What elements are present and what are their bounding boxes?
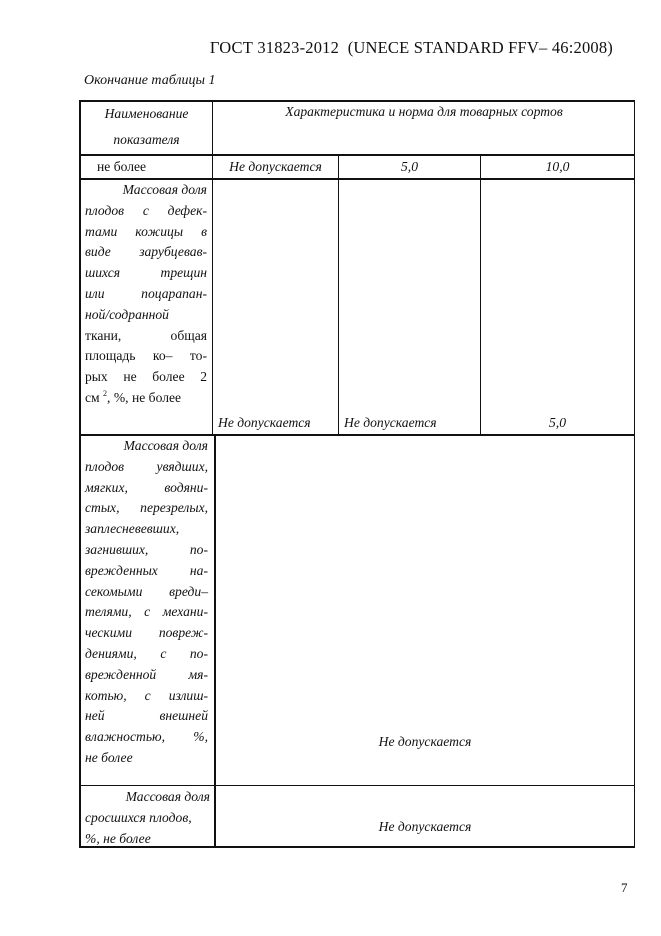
row3-label	[85, 436, 208, 769]
international-reference: (UNECE STANDARD FFV– 46:2008)	[347, 38, 613, 57]
head-characteristic: Характеристика и норма для товарных сортов	[285, 104, 563, 119]
head-indicator-line: Наименование	[104, 106, 189, 121]
col2-divider	[338, 155, 339, 435]
label-line: Массовая доля	[122, 182, 207, 197]
label-line: тами кожицы в	[85, 223, 207, 239]
label-line: заплесневевших,	[85, 521, 180, 537]
table-caption: Окончание таблицы 1	[84, 73, 216, 88]
label-line: влажностью, %,	[85, 729, 208, 745]
row3-value: Не допускается	[378, 734, 472, 749]
label-line: плодов с дефек-	[85, 202, 207, 218]
label-line: телями, с механи-	[85, 604, 208, 620]
label-line: мягких, водяни-	[85, 479, 208, 495]
label-line: %, не более	[85, 830, 151, 846]
label-line: врежденных на-	[85, 562, 208, 578]
label-line: виде зарубцевав-	[85, 244, 207, 260]
standard-number: ГОСТ 31823-2012	[209, 38, 340, 57]
unit-exponent: 2	[103, 388, 108, 398]
label-line: ткани, общая	[85, 327, 207, 343]
head-indicator	[82, 101, 211, 153]
label-line: или поцарапан-	[85, 285, 207, 301]
row4-value: Не допускается	[378, 819, 472, 834]
table-right-border	[634, 100, 635, 848]
label-line: не более	[85, 749, 133, 765]
label-line: секомыми вреди–	[85, 583, 208, 599]
label-line: ной/содранной	[85, 306, 169, 322]
unit-percent: , %, не более	[107, 389, 182, 405]
label-line: площадь ко– то-	[85, 348, 207, 364]
col1-divider-bottom	[214, 434, 216, 848]
label-line: ческими повреж-	[85, 625, 208, 641]
row2-value-extra: Не допускается	[218, 415, 311, 430]
row1-value-extra: Не допускается	[229, 159, 322, 174]
row2-label	[85, 180, 207, 409]
page-header	[210, 38, 613, 58]
label-line: котью, с излиш-	[85, 687, 208, 703]
row3-rule	[79, 785, 635, 786]
col1-divider-top	[212, 100, 213, 435]
label-line: шихся трещин	[85, 265, 207, 281]
label-line: стых, перезрелых,	[85, 500, 208, 516]
table-left-border	[79, 100, 81, 848]
label-line: рых не более 2	[85, 369, 207, 385]
label-line: плодов увядших,	[85, 458, 208, 474]
row1-label: не более	[97, 159, 147, 174]
label-line: дениями, с по-	[85, 645, 208, 661]
row2-value-second: 5,0	[549, 415, 566, 430]
label-line: Массовая доля	[125, 789, 210, 804]
unit-cm: см	[85, 389, 100, 405]
row1-value-second: 10,0	[545, 159, 570, 174]
label-line: сросшихся плодов,	[85, 809, 192, 825]
row2-value-first: Не допускается	[344, 415, 437, 430]
label-line-units	[85, 388, 207, 409]
label-line: врежденной мя-	[85, 666, 208, 682]
label-line: загнивших, по-	[85, 541, 208, 557]
label-line: ней внешней	[85, 708, 208, 724]
page-number: 7	[621, 880, 628, 895]
head-indicator-line: показателя	[113, 132, 180, 147]
label-line: Массовая доля	[123, 438, 208, 453]
row1-value-first: 5,0	[401, 159, 418, 174]
col3-divider	[480, 155, 481, 435]
row4-label	[85, 787, 210, 849]
